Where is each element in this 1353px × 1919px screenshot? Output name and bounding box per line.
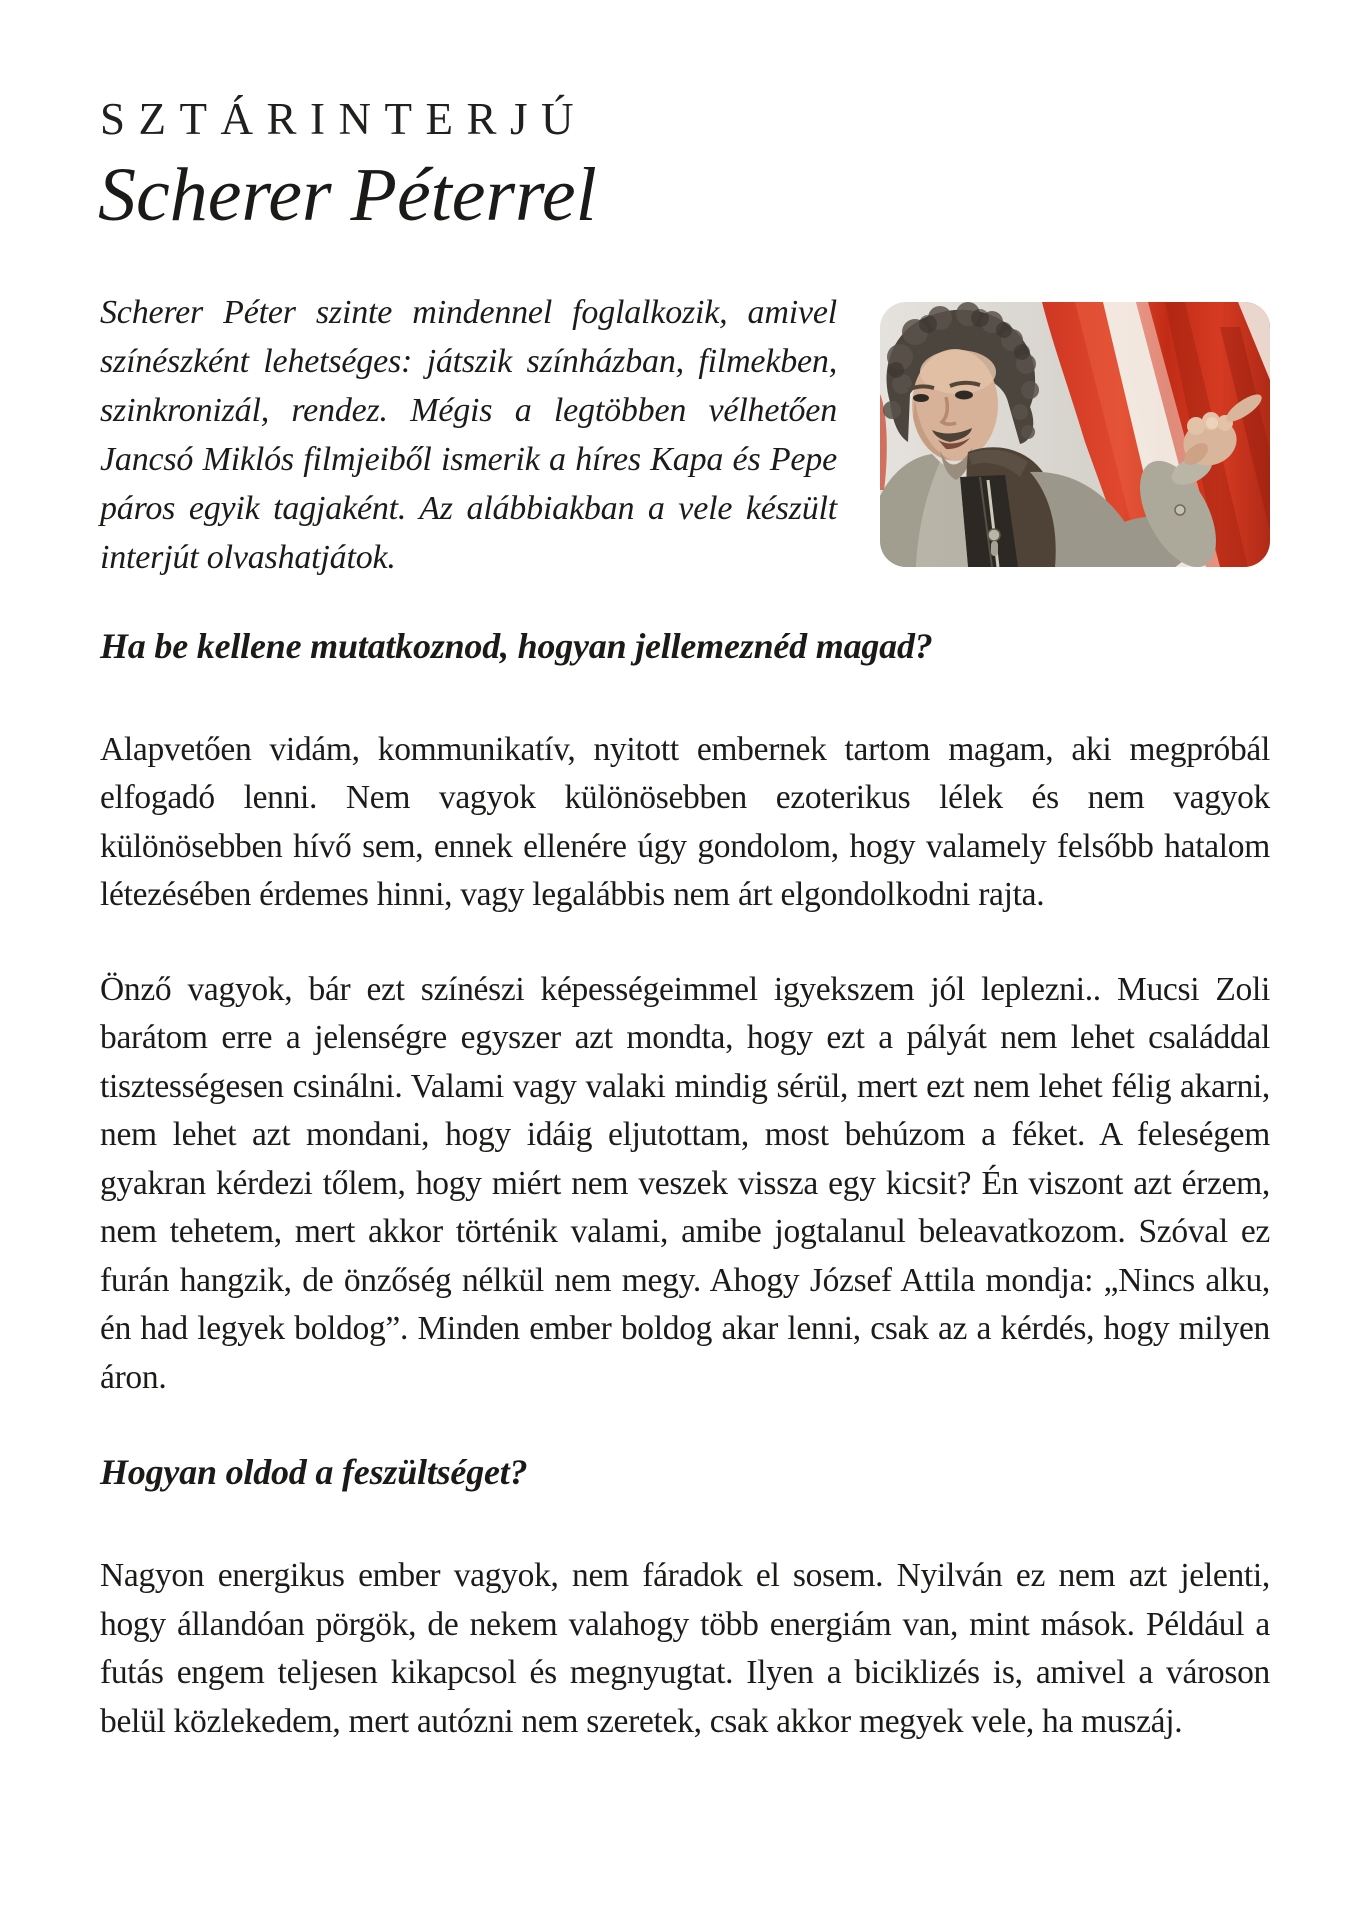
interview-question: Hogyan oldod a feszültséget? — [100, 1452, 528, 1493]
answer-paragraph: Önző vagyok, bár ezt színészi képességeimmel igyekszem jól leplezni.. Mucsi Zoli barátom erre a jelenségre egyszer azt mondta, hogy ezt a pályát nem lehet családdal tisztességesen csinálni. Valami vagy valaki mindig sérül, mert ezt nem lehet félig akarni, nem lehet azt mondani, hogy idáig eljutottam, most behúzom a féket. A feleségem gyakran kérdezi tőlem, hogy miért nem veszek vissza egy kicsit? Én viszont azt érzem, nem tehetem, mert akkor történik valami, amibe jogtalanul beleavatkozom. Szóval ez furán hangzik, de önzőség nélkül nem megy. Ahogy József Attila mondja: „Nincs alku, én had legyek boldog”. Minden ember boldog akar lenni, csak az a kérdés, hogy milyen áron. — [100, 970, 1270, 1396]
kicker: SZTÁRINTERJÚ — [100, 94, 587, 144]
interview-question: Ha be kellene mutatkoznod, hogyan jellemeznéd magad? — [100, 625, 933, 666]
qa-sections — [100, 622, 1270, 1747]
page-title: Scherer Péterrel — [98, 153, 597, 237]
article-header — [98, 94, 1270, 238]
lead-paragraph: Scherer Péter szinte mindennel foglalkozik, amivel színészként lehetséges: játszik színházban, filmekben, szinkronizál, rendez. Mégis a legtöbben vélhetően Jancsó Miklós filmjeiből ismerik a híres Kapa és Pepe páros egyik tagjaként. Az alábbiakban a vele készült interjút olvashatjátok. — [100, 293, 837, 576]
intro-row — [100, 288, 1270, 582]
portrait-illustration — [880, 302, 1270, 567]
answer-paragraph: Nagyon energikus ember vagyok, nem fáradok el sosem. Nyilván ez nem azt jelenti, hogy állandóan pörgök, de nekem valahogy több energiám van, mint mások. Például a futás engem teljesen kikapcsol és megnyugtat. Ilyen a biciklizés is, amivel a városon belül közlekedem, mert autózni nem szeretek, csak akkor megyek vele, ha muszáj. — [100, 1557, 1270, 1740]
answer-paragraph: Alapvetően vidám, kommunikatív, nyitott embernek tartom magam, aki megpróbál elfogadó lenni. Nem vagyok különösebben ezoterikus lélek és nem vagyok különösebben hívő sem, ennek ellenére úgy gondolom, hogy valamely felsőbb hatalom létezésében érdemes hinni, vagy legalábbis nem árt elgondolkodni rajta. — [100, 730, 1270, 914]
interview-photo — [880, 302, 1270, 567]
